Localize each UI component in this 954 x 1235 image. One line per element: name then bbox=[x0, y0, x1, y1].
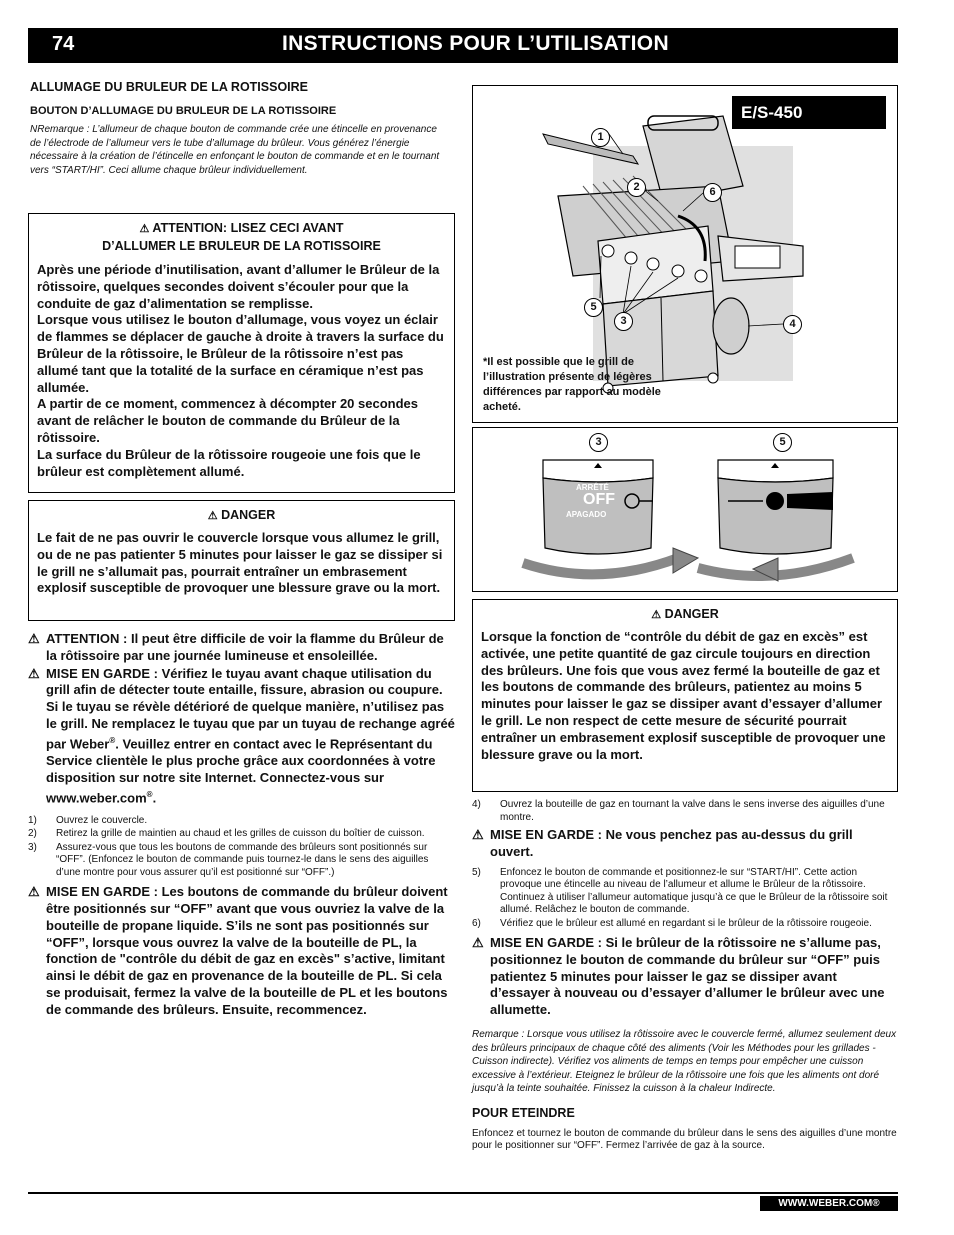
knob-label-arrete: ARRÊTÉ bbox=[576, 483, 609, 492]
knob-right-top bbox=[718, 460, 833, 482]
attention-p3: A partir de ce moment, commencez à décompter 20 secondes avant de relâcher le bouton de commande du Brûleur de la rôtissoire. bbox=[37, 396, 418, 445]
callout-5: 5 bbox=[584, 298, 603, 317]
knob-right-body bbox=[718, 478, 833, 554]
knob-label-off: OFF bbox=[583, 491, 615, 508]
warning-burner-off: ⚠ MISE EN GARDE : Les boutons de commande du brûleur doivent être positionnés sur “OFF” avant que vous ouvriez la valve de la bouteille de propane liquide. S’ils ne sont pas positionnés sur “OFF”, lorsque vous ouvrez la valve de la bouteille de PL, la fonction de "contrôle du débit de gaz en excès" s’active, limitant ainsi le débit de gaz en provenance de la bouteille de PL. Si cela se produisait, fermez la valve de la bouteille de PL et les boutons de commande des brûleurs. Ensuite, recommencez. bbox=[28, 884, 448, 1017]
list-item: 5) Enfoncez le bouton de commande et positionnez-le sur “START/HI”. Cette action provoque une étincelle au niveau de l’allumeur et allume le Brûleur de la rôtissoire. Continuez à utiliser l’allumeur automatique jusqu’à ce que le Brûleur de la rôtissoire soit allumé. Relâchez le bouton de commande. bbox=[472, 866, 888, 916]
callout-3-knob: 3 bbox=[589, 433, 608, 452]
callout-6: 6 bbox=[703, 183, 722, 202]
wheel bbox=[708, 373, 718, 383]
warning-triangle-icon: ⚠ bbox=[651, 609, 662, 621]
danger-title-right: ⚠ DANGER bbox=[481, 606, 889, 624]
warning-no-ignite: ⚠ MISE EN GARDE : Si le brûleur de la rôtissoire ne s’allume pas, positionnez le bouton de commande du brûleur sur “OFF” puis patientez 5 minutes pour laisser le gaz se dissiper avant d’essayer à nouveau ou d’essayer d’allumer le brûleur avec une allumette. bbox=[472, 935, 885, 1018]
warning-lean: ⚠ MISE EN GARDE : Ne vous penchez pas au-dessus du grill ouvert. bbox=[472, 827, 853, 859]
list-item: 6) Vérifiez que le brûleur est allumé en regardant si le brûleur de la rôtissoire rougeoie. bbox=[472, 917, 872, 929]
steps-1-3 bbox=[28, 815, 455, 880]
page-header bbox=[28, 28, 898, 63]
grill-figure bbox=[472, 85, 898, 423]
figure-caption: *Il est possible que le grill de l’illustration présente de légères différences par rapport au modèle acheté. bbox=[483, 356, 661, 413]
danger-box-left bbox=[28, 500, 455, 621]
knob-label-apagado: APAGADO bbox=[566, 510, 607, 519]
rotisserie-remark: Remarque : Lorsque vous utilisez la rôtissoire avec le couvercle fermé, allumez seulement deux des brûleurs principaux de chaque côté des aliments (Voir les Méthodes pour les grillades - Cuisson indirecte). Vérifiez vos aliments de temps en temps pour empêcher une cuisson excessive à l’extérieur. Eteignez le brûleur de la rôtissoire une fois que les aliments ont doré jusqu’à la teinte souhaitée. Finissez la cuisson à la chaleur Indirecte. bbox=[472, 1029, 897, 1095]
arrow-clockwise bbox=[523, 558, 678, 574]
callout-2: 2 bbox=[627, 178, 646, 197]
footer-rule bbox=[28, 1192, 898, 1194]
attention-p4: La surface du Brûleur de la rôtissoire rougeoie une fois que le brûleur est complètement allumé. bbox=[37, 446, 421, 479]
page-number: 74 bbox=[52, 33, 75, 55]
attention-title: ⚠ ATTENTION: LISEZ CECI AVANT D’ALLUMER LE BRULEUR DE LA ROTISSOIRE bbox=[102, 221, 381, 253]
callout-4: 4 bbox=[783, 315, 802, 334]
callout-3: 3 bbox=[614, 312, 633, 331]
left-intro bbox=[30, 80, 440, 177]
model-badge: E/S-450 bbox=[732, 96, 886, 129]
danger-body-right: Lorsque la fonction de “contrôle du débit de gaz en excès” est activée, une petite quantité de gaz circule toujours en direction des brûleurs. Une fois que vous avez fermé la bouteille de gaz et les boutons de commande des brûleurs, patientez au moins 5 minutes pour laisser le gaz se dissiper avant d’essayer d’allumer le grill. Le non respect de cette mesure de sécurité pourrait entraîner un embrasement explosif susceptible de provoquer une blessure grave ou la mort. bbox=[481, 629, 886, 762]
attention-p1: Après une période d’inutilisation, avant d’allumer le Brûleur de la rôtissoire, quelques secondes doivent s’écouler pour que la conduite de gaz d’alimentation se remplisse. bbox=[37, 262, 440, 311]
section-heading: ALLUMAGE DU BRULEUR DE LA ROTISSOIRE bbox=[30, 80, 309, 94]
list-item: 1) Ouvrez le couvercle. bbox=[28, 814, 148, 826]
list-item: 2) Retirez la grille de maintien au chaud et les grilles de cuisson du boîtier de cuisson. bbox=[28, 828, 425, 840]
warning-triangle-icon: ⚠ bbox=[28, 884, 40, 900]
attention-box bbox=[28, 213, 455, 493]
danger-body-left: Le fait de ne pas ouvrir le couvercle lorsque vous allumez le grill, ou de ne pas patienter 5 minutes pour laisser le gaz se dissiper si le grill ne s’allumait pas, pourrait entraîner un embrasement explosif susceptible de provoquer une blessure grave ou la mort. bbox=[37, 530, 443, 596]
warning-triangle-icon: ⚠ bbox=[472, 827, 484, 842]
knob-right-flame-scale bbox=[787, 492, 833, 510]
knob-figure bbox=[472, 427, 898, 592]
warning-triangle-icon: ⚠ bbox=[207, 510, 218, 522]
list-item: 3) Assurez-vous que tous les boutons de commande des brûleurs sont positionnés sur “OFF”. (Enfoncez le bouton de commande puis tournez-le dans le sens des aiguilles d’une montre pour vous assurer qu’il est positionné sur “OFF”.) bbox=[28, 841, 429, 878]
warning-hose-check: ⚠ MISE EN GARDE : Vérifiez le tuyau avant chaque utilisation du grill afin de détecter toute entaille, fissure, abrasion ou coupure. Si le tuyau se révèle détérioré de quelque manière, n’utilisez pas le grill. Ne remplacez le tuyau que par un tuyau de rechange agréé par Weber®. Veuillez entrer en contact avec le Représentant du Service clientèle le plus proche grâce aux coordonnées à votre disposition sur notre site Internet. Connectez-vous sur www.weber.com®. bbox=[28, 665, 455, 805]
danger-box-right bbox=[472, 599, 898, 792]
warning-triangle-icon: ⚠ bbox=[28, 631, 40, 646]
warning-triangle-icon: ⚠ bbox=[139, 223, 150, 235]
steps-5-6 bbox=[472, 867, 898, 931]
callout-5-knob: 5 bbox=[773, 433, 792, 452]
warning-triangle-icon: ⚠ bbox=[28, 665, 40, 681]
side-burner-lid bbox=[735, 246, 780, 268]
list-item: 4) Ouvrez la bouteille de gaz en tournant la valve dans le sens inverse des aiguilles d’une montre. bbox=[472, 799, 885, 823]
section-subheading: BOUTON D’ALLUMAGE DU BRULEUR DE LA ROTISSOIRE bbox=[30, 105, 337, 117]
knob-right-spark bbox=[766, 492, 784, 510]
step-4 bbox=[472, 799, 898, 824]
knob-illustration bbox=[473, 428, 897, 591]
danger-title-left: ⚠ DANGER bbox=[37, 507, 446, 525]
ignition-note: NRemarque : L’allumeur de chaque bouton de commande crée une étincelle en provenance de l’électrode de l’allumeur vers le tube d’allumage du brûleur. Vous générez l’énergie nécessaire à la création de l’étincelle en enfonçant le bouton de commande et en le tournant vers “START/HI”. Ceci allume chaque brûleur individuellement. bbox=[30, 124, 440, 176]
callout-1: 1 bbox=[591, 128, 610, 147]
propane-tank bbox=[713, 298, 749, 354]
footer-url: WWW.WEBER.COM® bbox=[760, 1196, 898, 1211]
eteindre-body: Enfoncez et tournez le bouton de commande du brûleur dans le sens des aiguilles d’une montre pour le positionner sur “OFF”. Fermez l’arrivée de gaz à la source. bbox=[472, 1127, 897, 1152]
warning-triangle-icon: ⚠ bbox=[472, 935, 484, 951]
page-title: INSTRUCTIONS POUR L’UTILISATION bbox=[282, 32, 669, 55]
attention-p2: Lorsque vous utilisez le bouton d’allumage, vous voyez un éclair de flammes se déplacer de gauche à droite à travers la surface du Brûleur de la rôtissoire, le Brûleur de la rôtissoire n’est pas allumé tant que la totalité de la surface en céramique n’est pas allumée. bbox=[37, 312, 444, 395]
left-warnings bbox=[28, 631, 455, 1019]
eteindre-heading: POUR ETEINDRE bbox=[472, 1105, 575, 1120]
right-lower bbox=[472, 799, 898, 1153]
warning-sunlight: ⚠ ATTENTION : Il peut être difficile de voir la flamme du Brûleur de la rôtissoire par une journée lumineuse et ensoleillée. bbox=[28, 631, 444, 663]
